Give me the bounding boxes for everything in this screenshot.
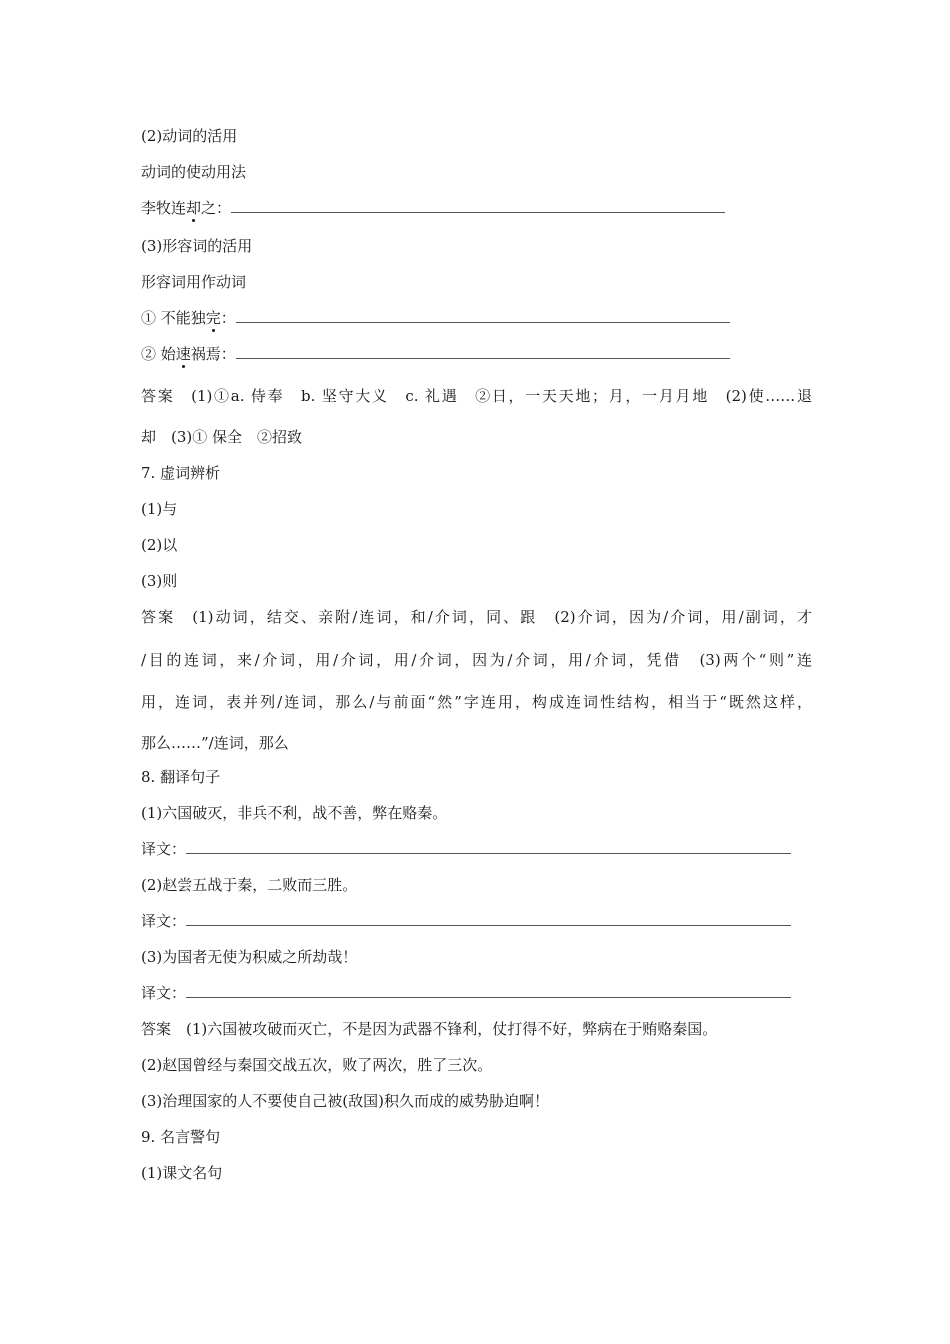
emphasis-dot-char: 速	[175, 345, 191, 363]
question-8-sentence: (1)六国破灭，非兵不利，战不善，弊在赂秦。	[141, 804, 448, 822]
question-7-item: (2)以	[141, 536, 178, 554]
fill-in-item-su-huo: ② 始速祸焉：	[141, 344, 730, 364]
translation-row: 译文：	[141, 983, 791, 1003]
answer-8-line: 答案 (1)六国被攻破而灭亡，不是因为武器不锋利，仗打得不好，弊病在于贿赂秦国。	[141, 1020, 718, 1038]
answer-7-line: 答案 (1)动词，结交、亲附/连词，和/介词，同、跟 (2)介词，因为/介词，用/副词，才	[141, 608, 812, 626]
question-9-title: 9. 名言警句	[141, 1128, 221, 1146]
question-8-sentence: (2)赵尝五战于秦，二败而三胜。	[141, 876, 358, 894]
answer-6-line-2: 却 (3)① 保全 ②招致	[141, 428, 303, 446]
translation-blank[interactable]	[186, 983, 791, 998]
answer-6-line-1: 答案 (1)①a. 侍奉 b. 坚守大义 c. 礼遇 ②日，一天天地；月，一月月地 (2)使……退	[141, 387, 812, 405]
question-7-item: (1)与	[141, 500, 178, 518]
answer-blank[interactable]	[236, 308, 730, 323]
verb-usage-heading: (2)动词的活用	[141, 127, 238, 145]
causative-usage-subheading: 动词的使动用法	[141, 163, 247, 181]
adjective-usage-heading: (3)形容词的活用	[141, 237, 253, 255]
answer-7-line: 那么……”/连词，那么	[141, 734, 289, 752]
question-8-title: 8. 翻译句子	[141, 768, 221, 786]
answer-7-line: 用，连词，表并列/连词，那么/与前面“然”字连用，构成连词性结构，相当于“既然这样，	[141, 693, 812, 711]
question-7-title: 7. 虚词辨析	[141, 464, 221, 482]
answer-8-line: (3)治理国家的人不要使自己被(敌国)积久而成的威势胁迫啊！	[141, 1092, 549, 1110]
translation-blank[interactable]	[186, 911, 791, 926]
answer-blank[interactable]	[236, 344, 730, 359]
question-9-item: (1)课文名句	[141, 1164, 223, 1182]
answer-7-line: /目的连词，来/介词，用/介词，用/介词，因为/介词，用/介词，凭借 (3)两个“则”连	[141, 651, 812, 669]
emphasis-dot-char: 完	[205, 309, 221, 327]
translation-blank[interactable]	[186, 839, 791, 854]
translation-row: 译文：	[141, 911, 791, 931]
question-8-sentence: (3)为国者无使为积威之所劫哉！	[141, 948, 358, 966]
emphasis-dot-char: 却	[186, 199, 202, 217]
question-7-item: (3)则	[141, 572, 178, 590]
answer-8-line: (2)赵国曾经与秦国交战五次，败了两次，胜了三次。	[141, 1056, 493, 1074]
answer-blank[interactable]	[231, 198, 725, 213]
fill-in-item-li-mu: 李牧连却之：	[141, 198, 725, 218]
adjective-as-verb-subheading: 形容词用作动词	[141, 273, 247, 291]
fill-in-item-du-wan: ① 不能独完：	[141, 308, 730, 328]
translation-row: 译文：	[141, 839, 791, 859]
